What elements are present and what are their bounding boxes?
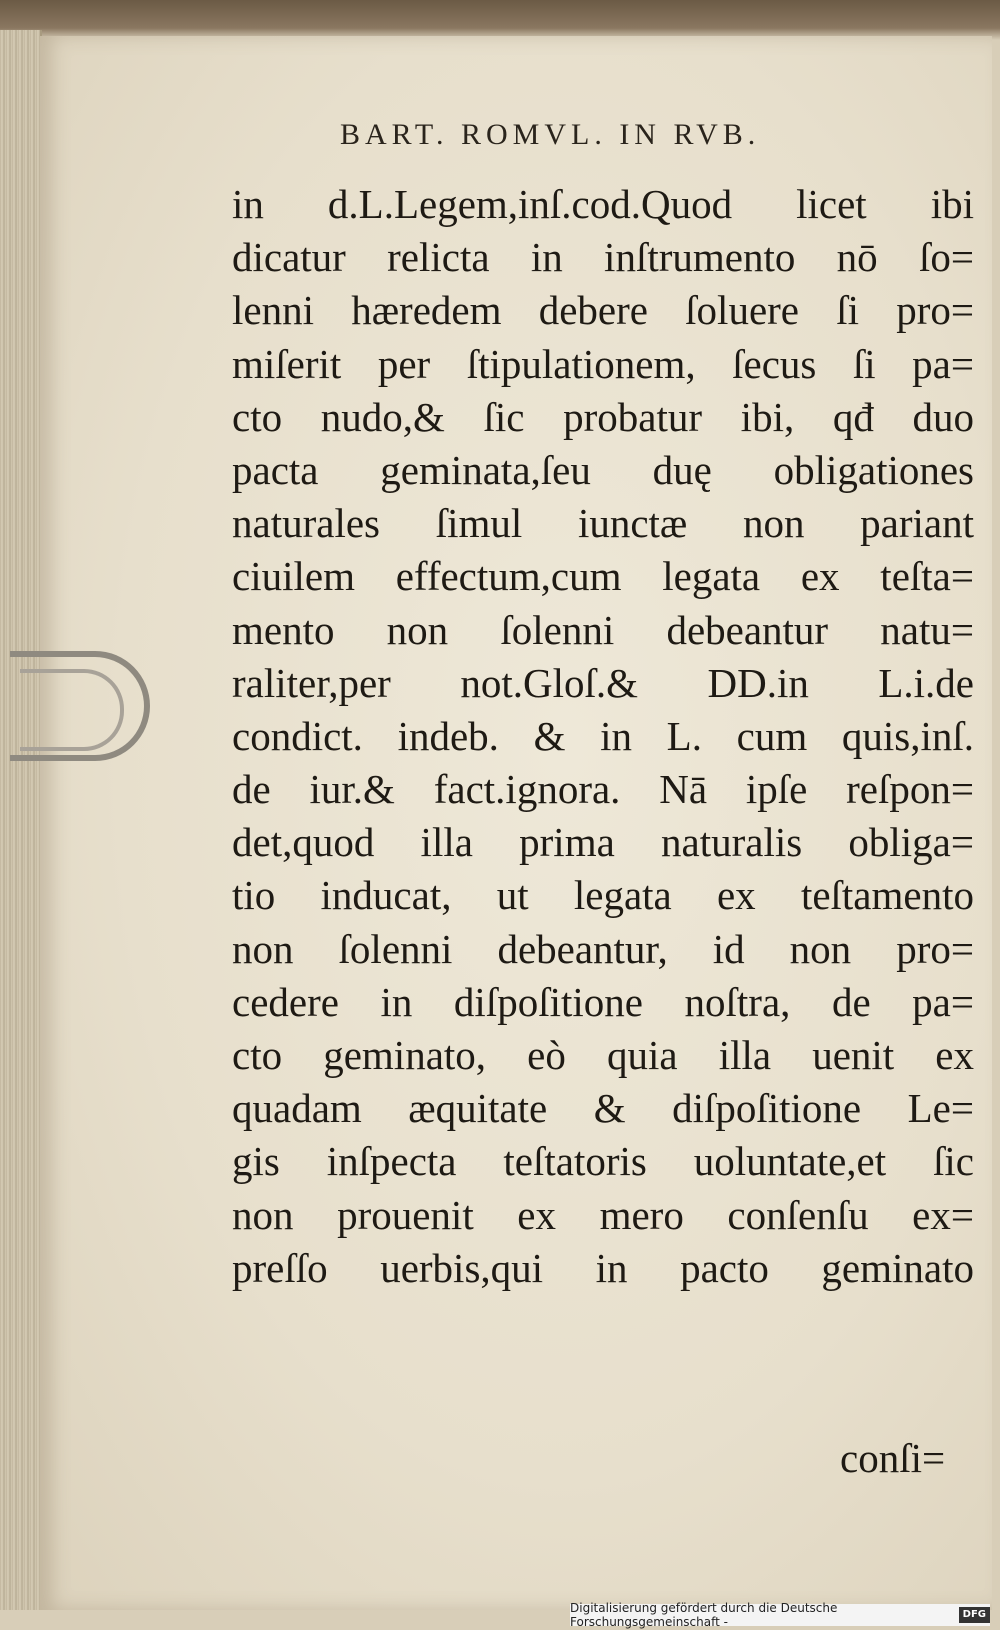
text-line: preſſo uerbis,qui in pacto geminato [232, 1244, 974, 1291]
text-line: naturales ſimul iunctæ non pariant [232, 500, 974, 547]
text-line: non prouenit ex mero conſenſu ex= [232, 1191, 974, 1238]
text-line: lenni hæredem debere ſoluere ſi pro= [232, 287, 974, 334]
text-line: mento non ſolenni debeantur natu= [232, 606, 974, 653]
text-line: raliter,per not.Gloſ.& DD.in L.i.de [232, 659, 974, 706]
text-line: in d.L.Legem,inſ.cod.Quod licet ibi [232, 181, 974, 227]
text-line: de iur.& fact.ignora. Nā ipſe reſpon= [232, 766, 974, 813]
text-line: det,quod illa prima naturalis obliga= [232, 819, 974, 866]
text-line: gis inſpecta teſtatoris uoluntate,et ſic [232, 1138, 974, 1185]
text-line: quadam æquitate & diſpoſitione Le= [232, 1085, 974, 1132]
text-line: cedere in diſpoſitione noſtra, de pa= [232, 978, 974, 1025]
text-line: cto nudo,& ſic probatur ibi, qđ duo [232, 393, 974, 440]
text-line: condict. indeb. & in L. cum quis,inſ. [232, 712, 974, 759]
text-line: pacta geminata,ſeu duę obligationes [232, 446, 974, 493]
text-block [232, 178, 974, 1295]
page-edge [0, 30, 42, 1610]
catchword: conſi= [840, 1435, 946, 1481]
footer-credit-text: Digitalisierung gefördert durch die Deutsche Forschungsgemeinschaft - [570, 1601, 838, 1629]
paper-clip [10, 651, 150, 761]
text-line: dicatur relicta in inſtrumento nō ſo= [232, 234, 974, 281]
text-line: non ſolenni debeantur, id non pro= [232, 925, 974, 972]
running-head: BART. ROMVL. IN RVB. [340, 118, 761, 151]
text-line: miſerit per ſtipulationem, ſecus ſi pa= [232, 340, 974, 387]
text-line: cto geminato, eò quia illa uenit ex [232, 1032, 974, 1078]
text-line: ciuilem effectum,cum legata ex teſta= [232, 553, 974, 600]
text-line: tio inducat, ut legata ex teſtamento [232, 872, 974, 919]
footer-credit [570, 1601, 990, 1629]
dfg-logo: DFG [959, 1607, 990, 1623]
